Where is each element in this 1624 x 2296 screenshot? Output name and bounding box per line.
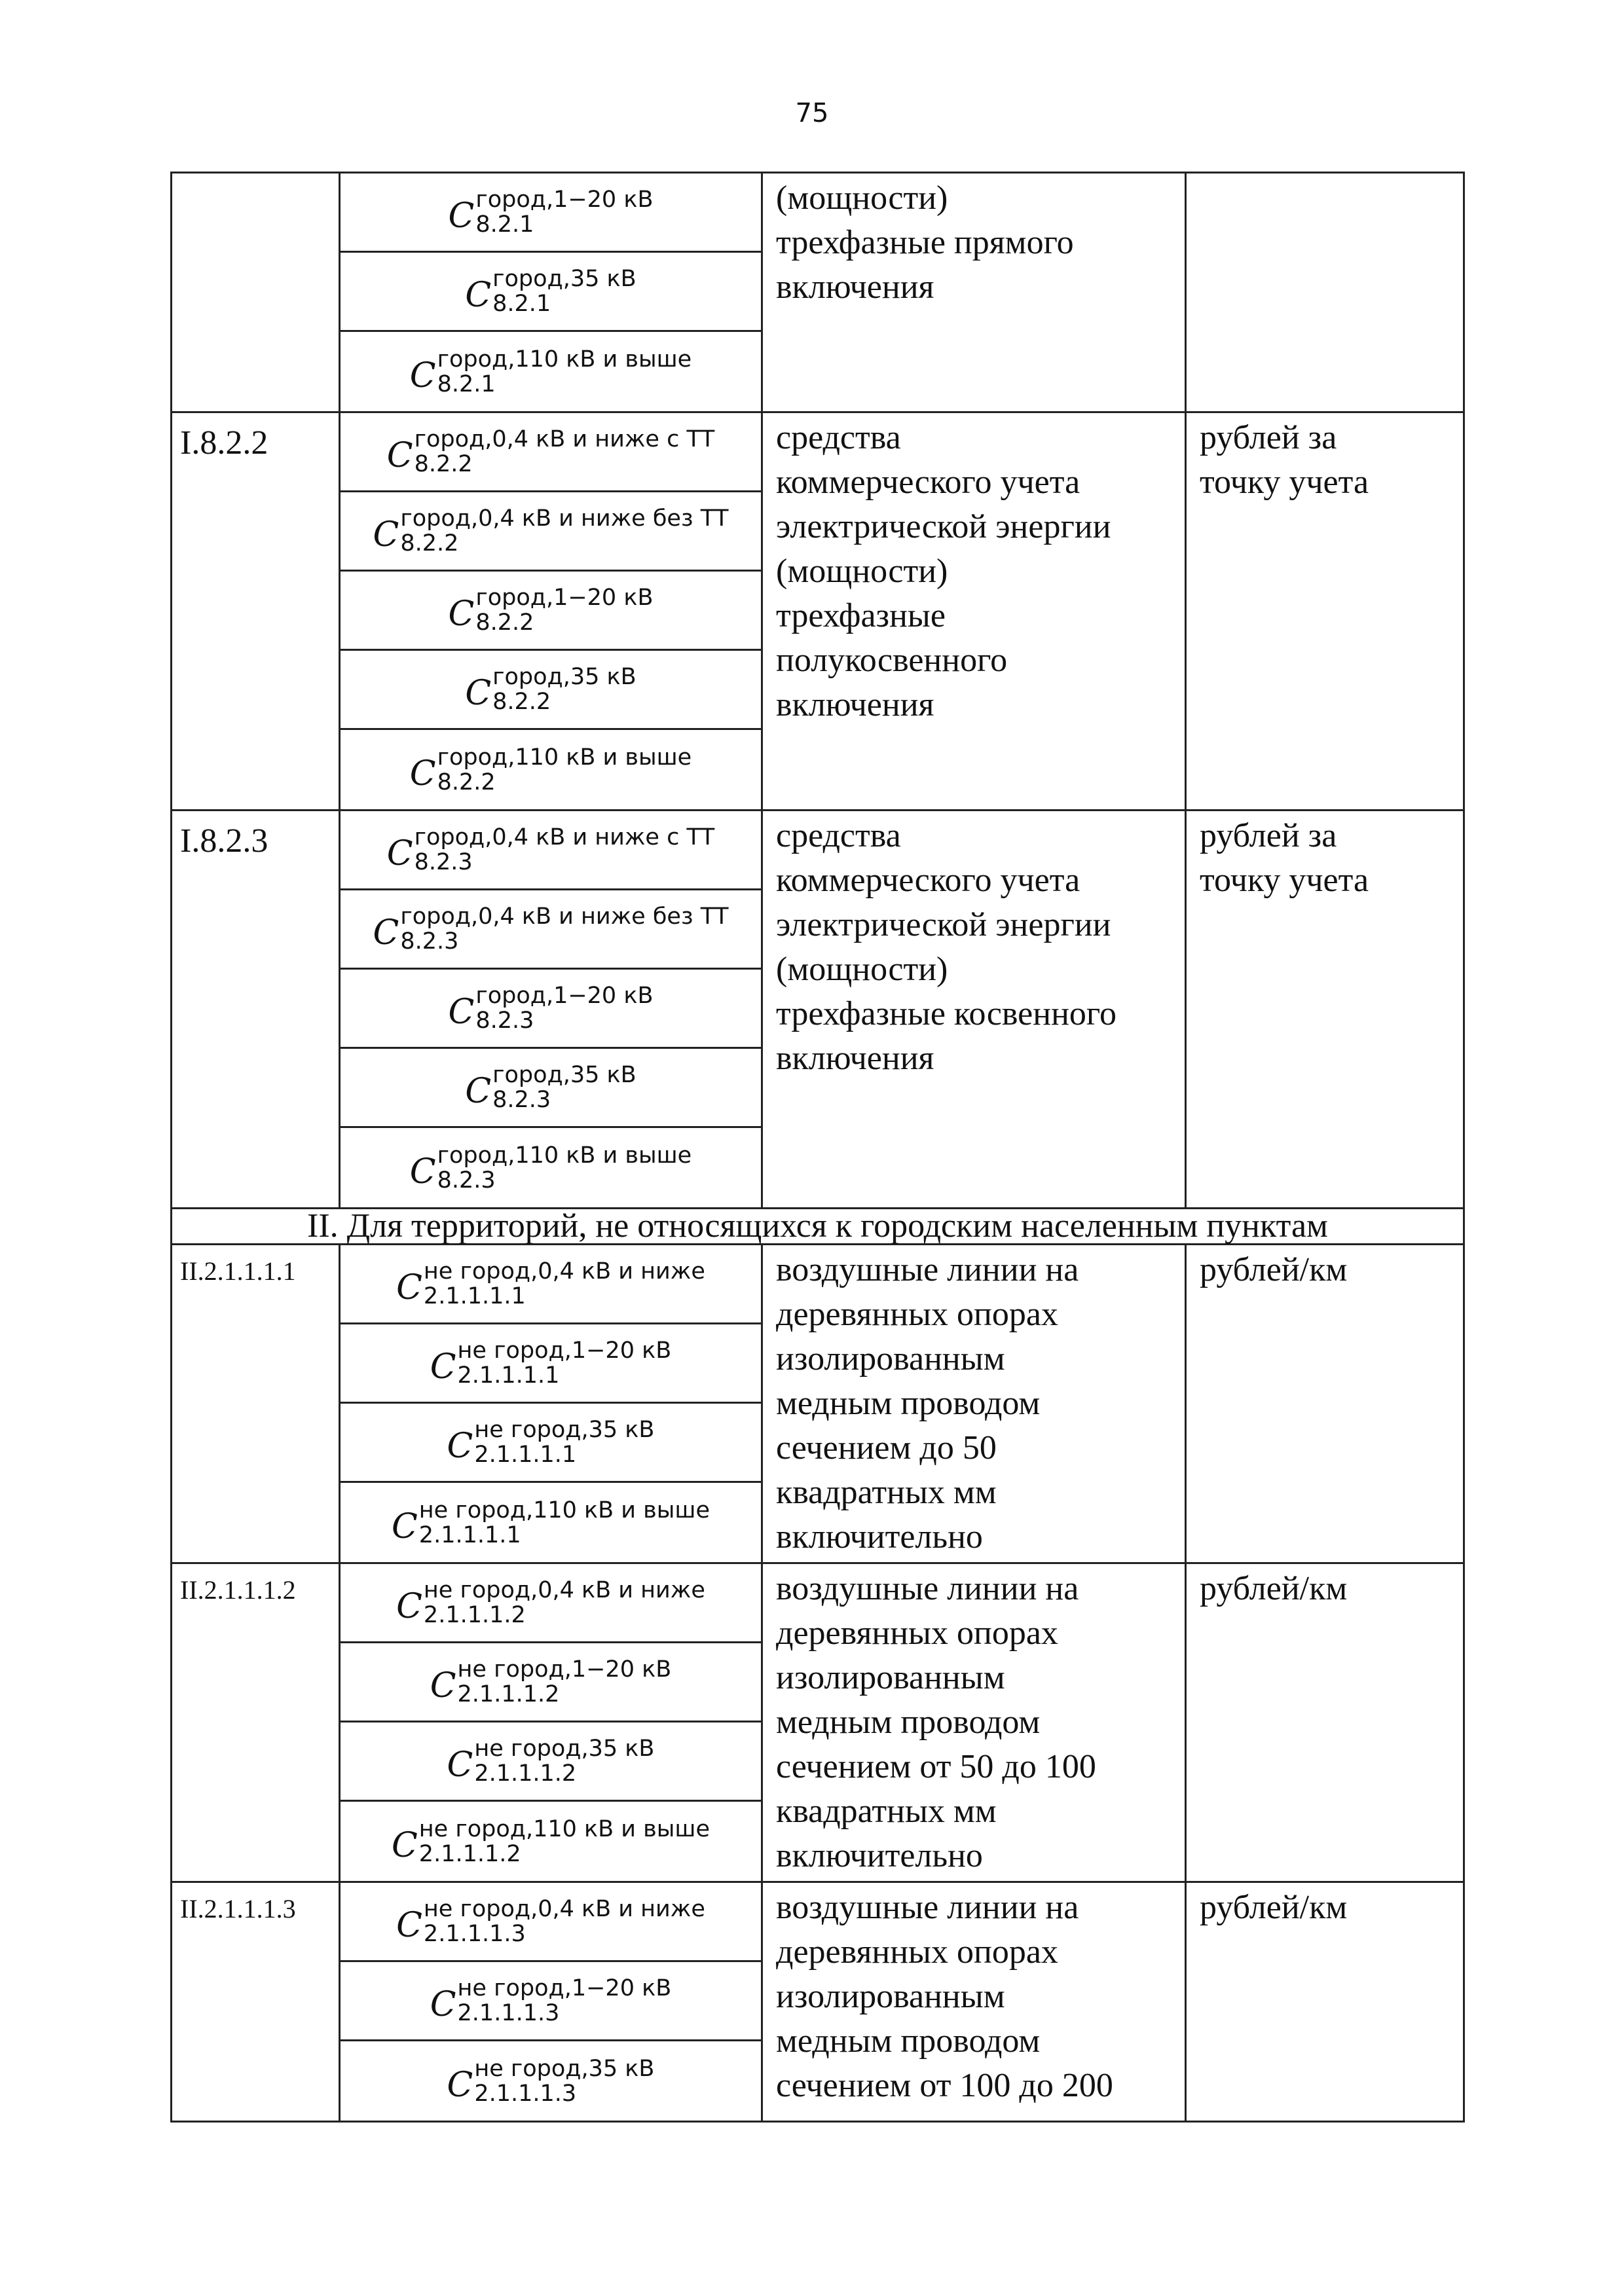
formula-subscript: 8.2.1 bbox=[492, 291, 551, 317]
formula-symbol: C bbox=[465, 674, 492, 713]
row-code-cell bbox=[172, 1563, 340, 1882]
formula-subscript: 8.2.3 bbox=[400, 928, 459, 955]
row-unit: рублей/км bbox=[1200, 1889, 1348, 1926]
formula bbox=[341, 1564, 761, 1643]
row-code: II.2.1.1.1.2 bbox=[180, 1575, 296, 1605]
formula bbox=[341, 173, 761, 253]
description-cell bbox=[762, 1882, 1186, 2122]
formula-symbol: C bbox=[409, 1152, 436, 1192]
formula bbox=[341, 2041, 761, 2121]
formula-symbol: C bbox=[430, 1347, 456, 1387]
row-unit: рублей/км bbox=[1200, 1251, 1348, 1288]
table-row bbox=[172, 412, 1464, 811]
row-description: средства коммерческого учета электрической энергии (мощности) трехфазные косвенного включения bbox=[776, 817, 1116, 1077]
formula-symbol: C bbox=[373, 913, 399, 953]
table-row bbox=[172, 173, 1464, 412]
formula-subscript: 2.1.1.1.2 bbox=[423, 1602, 526, 1628]
formula bbox=[341, 1643, 761, 1722]
unit-cell bbox=[1186, 1882, 1464, 2122]
formula bbox=[341, 970, 761, 1049]
formula bbox=[341, 332, 761, 411]
formula-superscript: не город,110 кВ и выше bbox=[418, 1497, 710, 1523]
formula-subscript: 8.2.2 bbox=[475, 610, 534, 636]
formula bbox=[341, 1049, 761, 1128]
formula-symbol: C bbox=[396, 1906, 422, 1945]
formula-subscript: 2.1.1.1.1 bbox=[457, 1362, 560, 1389]
formula-symbol: C bbox=[409, 754, 436, 793]
formula-superscript: город,35 кВ bbox=[492, 664, 637, 690]
description-cell bbox=[762, 173, 1186, 412]
formula-subscript: 8.2.3 bbox=[475, 1008, 534, 1034]
section-title: II. Для территорий, не относящихся к городским населенным пунктам bbox=[172, 1209, 1464, 1245]
formula-subscript: 2.1.1.1.3 bbox=[457, 2000, 560, 2026]
row-code-cell bbox=[172, 811, 340, 1209]
formula bbox=[341, 1962, 761, 2041]
row-unit: рублей/км bbox=[1200, 1570, 1348, 1607]
formula-symbol: C bbox=[448, 196, 475, 236]
formula-symbol: C bbox=[465, 276, 492, 315]
row-description: воздушные линии на деревянных опорах изолированным медным проводом сечением до 50 квадратных мм включительно bbox=[776, 1251, 1079, 1556]
formula bbox=[341, 1404, 761, 1483]
row-code: II.2.1.1.1.3 bbox=[180, 1894, 296, 1923]
formula-symbol: C bbox=[373, 515, 399, 555]
formula-symbol: C bbox=[448, 993, 475, 1032]
formula-symbol: C bbox=[465, 1072, 492, 1111]
row-code bbox=[172, 173, 339, 187]
table-row bbox=[172, 1245, 1464, 1563]
row-description: воздушные линии на деревянных опорах изолированным медным проводом сечением от 50 до 100 квадратных мм включительно bbox=[776, 1570, 1096, 1874]
formula-symbol: C bbox=[386, 834, 413, 873]
formula-superscript: город,0,4 кВ и ниже с ТТ bbox=[414, 824, 715, 850]
formula bbox=[341, 572, 761, 651]
formula-superscript: город,0,4 кВ и ниже без ТТ bbox=[400, 505, 729, 532]
formula-symbol: C bbox=[396, 1587, 422, 1626]
formula-superscript: не город,35 кВ bbox=[474, 1736, 655, 1762]
formula-subscript: 2.1.1.1.1 bbox=[423, 1283, 526, 1309]
formula-superscript: город,35 кВ bbox=[492, 266, 637, 292]
formula-cell bbox=[340, 1882, 762, 2122]
formula-subscript: 8.2.3 bbox=[492, 1087, 551, 1113]
row-unit: рублей за точку учета bbox=[1200, 817, 1369, 899]
row-code-cell bbox=[172, 412, 340, 811]
formula-superscript: не город,35 кВ bbox=[474, 1417, 655, 1443]
formula bbox=[341, 413, 761, 492]
formula bbox=[341, 1883, 761, 1962]
formula-symbol: C bbox=[447, 1427, 473, 1466]
formula bbox=[341, 1128, 761, 1207]
description-cell bbox=[762, 412, 1186, 811]
formula-subscript: 8.2.3 bbox=[437, 1167, 496, 1194]
formula bbox=[341, 890, 761, 970]
formula-subscript: 8.2.1 bbox=[437, 371, 496, 397]
formula-cell bbox=[340, 1245, 762, 1563]
description-cell bbox=[762, 811, 1186, 1209]
formula bbox=[341, 1483, 761, 1562]
formula bbox=[341, 651, 761, 730]
page-number: 75 bbox=[795, 98, 829, 128]
formula-subscript: 2.1.1.1.2 bbox=[457, 1681, 560, 1707]
table-row bbox=[172, 811, 1464, 1209]
formula-superscript: не город,0,4 кВ и ниже bbox=[423, 1896, 705, 1922]
formula bbox=[341, 730, 761, 809]
unit-cell bbox=[1186, 811, 1464, 1209]
formula-subscript: 8.2.1 bbox=[475, 211, 534, 238]
section-row bbox=[172, 1209, 1464, 1245]
row-description: средства коммерческого учета электрической энергии (мощности) трехфазные полукосвенного включения bbox=[776, 419, 1111, 723]
row-code-cell bbox=[172, 173, 340, 412]
formula-subscript: 2.1.1.1.2 bbox=[474, 1760, 577, 1787]
unit-cell bbox=[1186, 412, 1464, 811]
formula-superscript: город,0,4 кВ и ниже с ТТ bbox=[414, 426, 715, 452]
formula-subscript: 8.2.2 bbox=[437, 769, 496, 795]
formula-superscript: город,110 кВ и выше bbox=[437, 1142, 692, 1169]
formula-symbol: C bbox=[447, 2065, 473, 2105]
formula-superscript: город,110 кВ и выше bbox=[437, 346, 692, 373]
formula-symbol: C bbox=[448, 594, 475, 634]
row-code: I.8.2.3 bbox=[180, 822, 268, 860]
formula-subscript: 8.2.2 bbox=[492, 689, 551, 715]
formula-subscript: 2.1.1.1.2 bbox=[418, 1840, 521, 1867]
formula-subscript: 2.1.1.1.3 bbox=[474, 2080, 577, 2107]
formula-superscript: не город,1−20 кВ bbox=[457, 1656, 672, 1683]
formula-subscript: 8.2.2 bbox=[400, 530, 459, 556]
row-description: воздушные линии на деревянных опорах изолированным медным проводом сечением от 100 до 200 bbox=[776, 1889, 1113, 2104]
formula-symbol: C bbox=[409, 355, 436, 395]
formula-subscript: 8.2.3 bbox=[414, 849, 473, 875]
formula-superscript: город,35 кВ bbox=[492, 1062, 637, 1088]
formula-cell bbox=[340, 173, 762, 412]
row-code: II.2.1.1.1.1 bbox=[180, 1256, 296, 1286]
formula-subscript: 2.1.1.1.1 bbox=[418, 1522, 521, 1548]
unit-cell bbox=[1186, 1563, 1464, 1882]
row-code-cell bbox=[172, 1882, 340, 2122]
row-code-cell bbox=[172, 1245, 340, 1563]
description-cell bbox=[762, 1245, 1186, 1563]
formula-symbol: C bbox=[392, 1506, 418, 1546]
formula-superscript: не город,0,4 кВ и ниже bbox=[423, 1577, 705, 1603]
formula bbox=[341, 1802, 761, 1881]
formula-superscript: не город,1−20 кВ bbox=[457, 1975, 672, 2001]
formula bbox=[341, 1245, 761, 1324]
formula bbox=[341, 1722, 761, 1802]
formula-cell bbox=[340, 811, 762, 1209]
row-unit bbox=[1187, 173, 1463, 176]
formula-symbol: C bbox=[396, 1268, 422, 1307]
formula-symbol: C bbox=[386, 436, 413, 475]
formula-superscript: город,1−20 кВ bbox=[475, 585, 654, 611]
formula-subscript: 2.1.1.1.1 bbox=[474, 1442, 577, 1468]
description-cell bbox=[762, 1563, 1186, 1882]
formula-symbol: C bbox=[430, 1985, 456, 2024]
formula bbox=[341, 1324, 761, 1404]
formula bbox=[341, 253, 761, 332]
tariff-table bbox=[170, 172, 1465, 2123]
formula bbox=[341, 492, 761, 572]
row-code: I.8.2.2 bbox=[180, 424, 268, 462]
formula-superscript: город,1−20 кВ bbox=[475, 983, 654, 1009]
formula-subscript: 2.1.1.1.3 bbox=[423, 1921, 526, 1947]
formula-cell bbox=[340, 412, 762, 811]
table-row bbox=[172, 1882, 1464, 2122]
formula-superscript: город,1−20 кВ bbox=[475, 187, 654, 213]
unit-cell bbox=[1186, 173, 1464, 412]
formula-cell bbox=[340, 1563, 762, 1882]
unit-cell bbox=[1186, 1245, 1464, 1563]
formula-superscript: не город,0,4 кВ и ниже bbox=[423, 1258, 705, 1285]
formula-symbol: C bbox=[392, 1825, 418, 1865]
formula-superscript: не город,110 кВ и выше bbox=[418, 1815, 710, 1842]
formula-superscript: город,110 кВ и выше bbox=[437, 744, 692, 771]
formula-superscript: не город,35 кВ bbox=[474, 2055, 655, 2082]
formula-superscript: не город,1−20 кВ bbox=[457, 1338, 672, 1364]
formula bbox=[341, 811, 761, 890]
formula-superscript: город,0,4 кВ и ниже без ТТ bbox=[400, 903, 729, 930]
formula-subscript: 8.2.2 bbox=[414, 451, 473, 477]
row-unit: рублей за точку учета bbox=[1200, 419, 1369, 501]
formula-symbol: C bbox=[430, 1666, 456, 1705]
formula-symbol: C bbox=[447, 1745, 473, 1785]
row-description: (мощности) трехфазные прямого включения bbox=[776, 179, 1074, 306]
table-row bbox=[172, 1563, 1464, 1882]
